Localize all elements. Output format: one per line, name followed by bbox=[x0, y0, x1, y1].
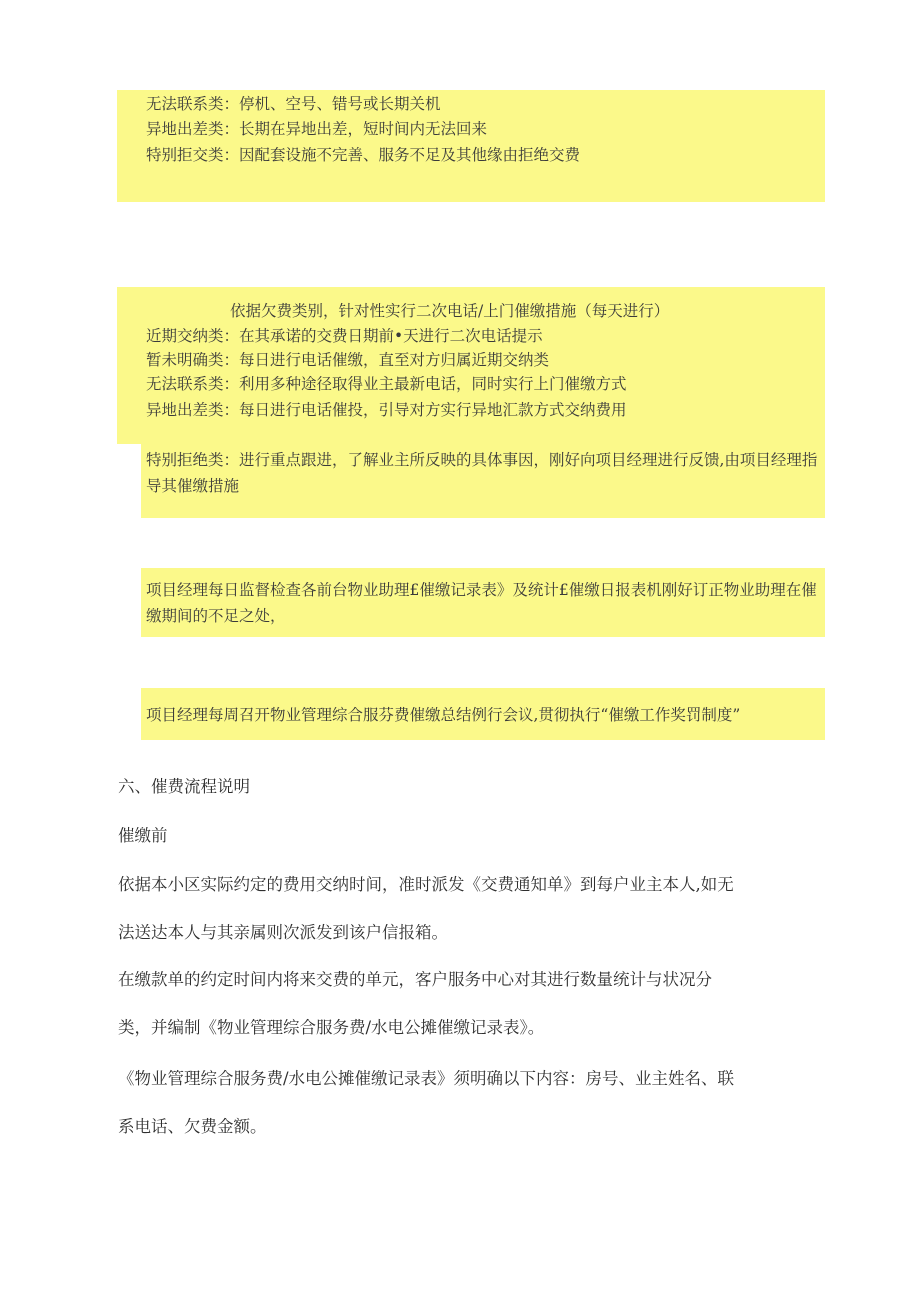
block1-line-3: 特别拒交类：因配套设施不完善、服务不足及其他缘由拒绝交费 bbox=[146, 146, 581, 164]
block2-line-2: 暂未明确类：每日进行电话催缴，直至对方归属近期交纳类 bbox=[146, 351, 550, 369]
block2-continuation: 特别拒绝类：进行重点跟进，了解业主所反映的具体事因，刚好向项目经理进行反馈,由项目经理指导其催缴措施 bbox=[146, 451, 818, 495]
block4-text: 项目经理每周召开物业管理综合服芬费催缴总结例行会议,贯彻执行“催缴工作奖罚制度” bbox=[146, 706, 741, 724]
paragraph-1-line-2: 法送达本人与其亲属则次派发到该户信报箱。 bbox=[118, 923, 448, 942]
paragraph-3-line-2: 系电话、欠费金额。 bbox=[118, 1117, 267, 1136]
block2-heading: 依据欠费类别，针对性实行二次电话/上门催缴措施（每天进行） bbox=[230, 302, 670, 320]
block2-line-4: 异地出差类：每日进行电话催投，引导对方实行异地汇款方式交纳费用 bbox=[146, 401, 627, 419]
block1-line-2: 异地出差类：长期在异地出差，短时间内无法回来 bbox=[146, 120, 488, 138]
block2-line-3: 无法联系类：利用多种途径取得业主最新电话，同时实行上门催缴方式 bbox=[146, 375, 627, 393]
section-subtitle: 催缴前 bbox=[118, 826, 168, 845]
block2-line-1: 近期交纳类：在其承诺的交费日期前•天进行二次电话提示 bbox=[146, 327, 543, 345]
paragraph-1-line-1: 依据本小区实际约定的费用交纳时间，准时派发《交费通知单》到每户业主本人,如无 bbox=[118, 875, 734, 894]
paragraph-2-line-2: 类，并编制《物业管理综合服务费/水电公摊催缴记录表》。 bbox=[118, 1018, 545, 1037]
section-title: 六、催费流程说明 bbox=[118, 777, 250, 796]
block3-text: 项目经理每日监督检查各前台物业助理£催缴记录表》及统计£催缴日报表机刚好订正物业助理在催缴期间的不足之处， bbox=[146, 581, 817, 625]
paragraph-2-line-1: 在缴款单的约定时间内将来交费的单元，客户服务中心对其进行数量统计与状况分 bbox=[118, 970, 712, 989]
block1-line-1: 无法联系类：停机、空号、错号或长期关机 bbox=[146, 95, 441, 113]
paragraph-3-line-1: 《物业管理综合服务费/水电公摊催缴记录表》须明确以下内容：房号、业主姓名、联 bbox=[118, 1069, 735, 1088]
